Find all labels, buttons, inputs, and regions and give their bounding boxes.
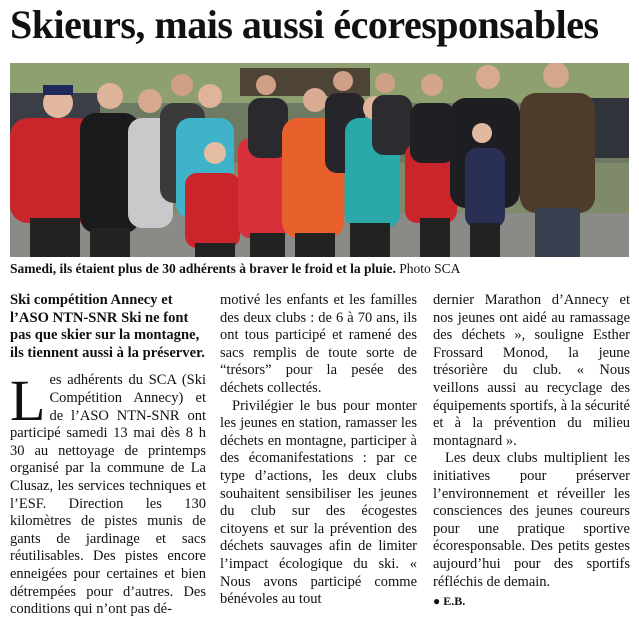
headline: Skieurs, mais aussi écoresponsables <box>10 2 599 47</box>
group-photo <box>10 63 629 257</box>
photo-caption <box>10 260 630 278</box>
paragraph-2-end: dernier Marathon d’Annecy et nos jeunes ont aidé au ramassage des déchets », souligne Esther Frossard Monod, la jeune trésorière du club. « Nous veillons aussi au recyclage des équipements sportifs, à la sécurité et à la prévention du milieu montagnard ». <box>433 292 630 449</box>
article-column-2 <box>220 292 417 609</box>
drop-cap: L <box>10 368 46 434</box>
caption-credit: Photo SCA <box>399 261 461 276</box>
paragraph-2-start: Privilégier le bus pour monter les jeunes en station, ramasser les déchets en montagne, participer à des écomanifestations : par ce type d’actions, les deux clubs souhaitent sensibiliser les jeunes du club sur des écogestes citoyens et sur la prévention des déchets sauvages afin de limiter l’impact écologique du ski. « Nous avons participé comme bénévoles au tout <box>220 397 417 608</box>
paragraph-1-end: motivé les enfants et les familles des deux clubs : de 6 à 70 ans, ils ont tous participé et ramené des sacs remplis de toute sorte de “trésors” pour la pesée des déchets collectés. <box>220 292 417 396</box>
article-chapo: Ski compétition Annecy et l’ASO NTN-SNR Ski ne font pas que skier sur la montagne, ils tiennent aussi à la préserver. <box>10 292 205 361</box>
paragraph-1-text: es adhérents du SCA (Ski Compétition Annecy) et de l’ASO NTN-SNR ont participé samedi 13 mai dès 8 h 30 au nettoyage de printemps organisé par la commune de La Clusaz, les services techniques et l’ESF. Direction les 130 kilomètres de pistes munis de gants de jardinage et sacs réutilisables. Des pistes encore enneigées pour certaines et bien détrempées pour d’autres. Des conditions qui n’ont pas dé- <box>10 372 206 618</box>
paragraph-1-start <box>10 368 206 618</box>
article-column-3 <box>433 292 630 611</box>
caption-text: Samedi, ils étaient plus de 30 adhérents à braver le froid et la pluie. <box>10 261 396 276</box>
author-signature: ● E.B. <box>433 594 466 609</box>
paragraph-3: Les deux clubs multiplient les initiatives pour préserver l’environnement et réveiller les consciences des jeunes coureurs pour une pratique sportive écoresponsable. Des petits gestes aujourd’hui pour des sportifs réfléchis de demain. <box>433 450 630 590</box>
article-column-1 <box>10 292 206 619</box>
